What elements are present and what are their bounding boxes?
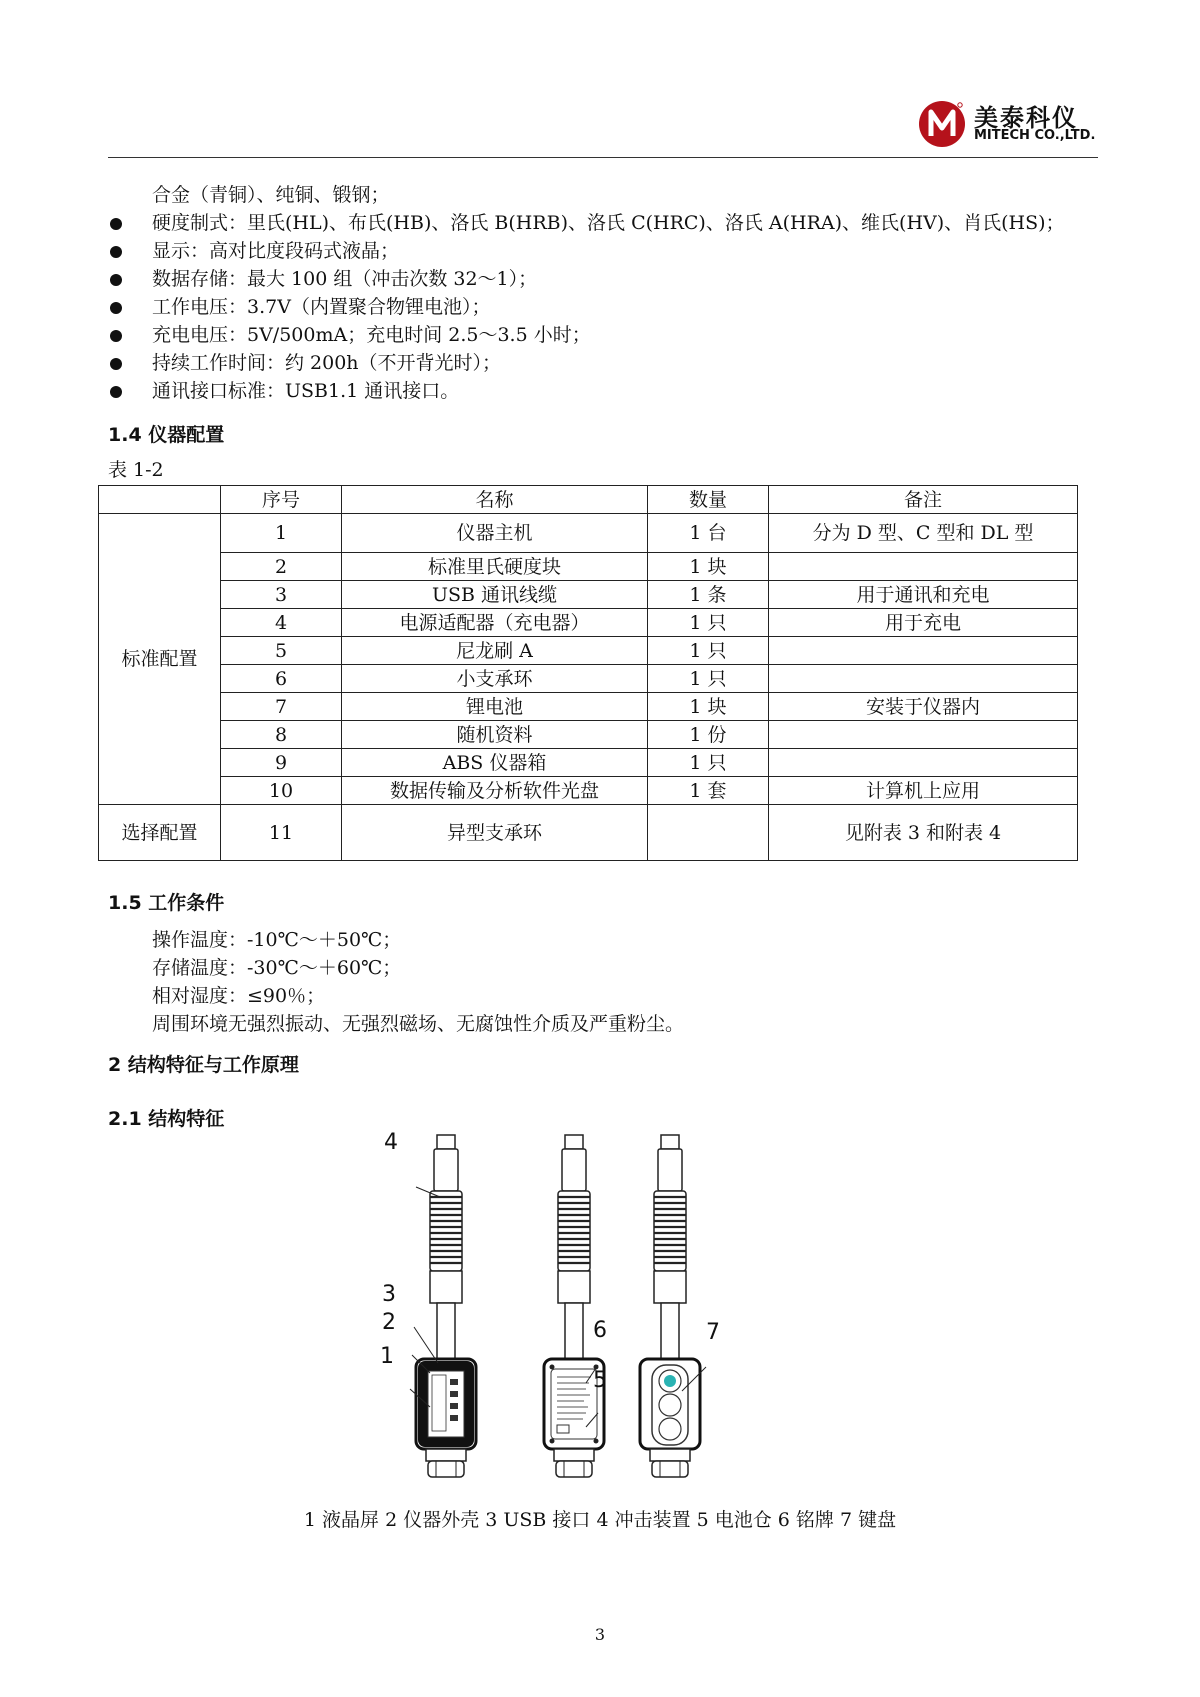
cell-no: 6 [221, 665, 342, 693]
spec-item: 硬度制式：里氏(HL)、布氏(HB)、洛氏 B(HRB)、洛氏 C(HRC)、洛氏 A(HRA)、维氏(HV)、肖氏(HS)； [152, 212, 1065, 234]
condition-line: 相对湿度：≤90％； [152, 985, 326, 1007]
logo-chinese-text: 美泰科仪 [974, 104, 1078, 132]
cell-no: 11 [221, 805, 342, 861]
cell-note: 安装于仪器内 [769, 693, 1078, 721]
cell-no: 5 [221, 637, 342, 665]
bullet-icon [110, 274, 122, 286]
callout-label: 5 [593, 1368, 607, 1393]
group-cell-standard: 标准配置 [99, 514, 221, 805]
logo-english-text: MITECH CO.,LTD. [974, 128, 1096, 143]
table-header-cell: 数量 [648, 486, 769, 514]
table-row [99, 693, 1078, 721]
cell-qty: 1 条 [648, 581, 769, 609]
page-number: 3 [594, 1625, 606, 1644]
table-row [99, 553, 1078, 581]
bullet-icon [110, 302, 122, 314]
spec-item: 数据存储：最大 100 组（冲击次数 32～1）； [152, 268, 538, 290]
section-heading-2: 2 结构特征与工作原理 [108, 1054, 299, 1076]
cell-no: 8 [221, 721, 342, 749]
table-caption: 表 1-2 [108, 459, 164, 481]
cell-name: 仪器主机 [342, 514, 648, 553]
cell-qty: 1 块 [648, 693, 769, 721]
condition-line: 存储温度：-30℃～＋60℃； [152, 957, 402, 979]
table-row [99, 637, 1078, 665]
cell-name: 小支承环 [342, 665, 648, 693]
cell-note: 见附表 3 和附表 4 [769, 805, 1078, 861]
section-heading-2-1: 2.1 结构特征 [108, 1108, 225, 1130]
table-row [99, 721, 1078, 749]
figure-caption: 1 液晶屏 2 仪器外壳 3 USB 接口 4 冲击装置 5 电池仓 6 铭牌 7 键盘 [303, 1509, 897, 1531]
cell-name: USB 通讯线缆 [342, 581, 648, 609]
table-row [99, 805, 1078, 861]
cell-note [769, 749, 1078, 777]
spec-continued-line: 合金（青铜）、纯铜、锻钢； [152, 184, 390, 206]
cell-qty: 1 只 [648, 609, 769, 637]
header-divider [108, 157, 1098, 158]
cell-no: 10 [221, 777, 342, 805]
cell-name: 随机资料 [342, 721, 648, 749]
spec-item: 工作电压：3.7V（内置聚合物锂电池）； [152, 296, 491, 318]
callout-label: 4 [384, 1130, 398, 1155]
spec-item: 通讯接口标准：USB1.1 通讯接口。 [152, 380, 460, 402]
table-header-row [99, 486, 1078, 514]
condition-line: 周围环境无强烈振动、无强烈磁场、无腐蚀性介质及严重粉尘。 [152, 1013, 685, 1035]
table-row [99, 777, 1078, 805]
cell-qty: 1 套 [648, 777, 769, 805]
bullet-icon [110, 218, 122, 230]
cell-note: 用于充电 [769, 609, 1078, 637]
cell-qty: 1 台 [648, 514, 769, 553]
table-row [99, 514, 1078, 553]
back-view-drawing [544, 1135, 604, 1477]
configuration-table [98, 485, 1078, 861]
table-header-cell: 备注 [769, 486, 1078, 514]
spec-item: 持续工作时间：约 200h（不开背光时）； [152, 352, 502, 374]
cell-name: 尼龙刷 A [342, 637, 648, 665]
cell-qty: 1 份 [648, 721, 769, 749]
spec-item: 显示：高对比度段码式液晶； [152, 240, 400, 262]
cell-note [769, 637, 1078, 665]
cell-name: 电源适配器（充电器） [342, 609, 648, 637]
keypad-view-drawing [640, 1135, 700, 1477]
cell-name: 标准里氏硬度块 [342, 553, 648, 581]
table-header-cell: 序号 [221, 486, 342, 514]
table-row [99, 665, 1078, 693]
callout-label: 6 [593, 1318, 607, 1343]
cell-note: 分为 D 型、C 型和 DL 型 [769, 514, 1078, 553]
callout-label: 1 [380, 1344, 394, 1369]
instrument-structure-figure [400, 1125, 800, 1505]
spec-item: 充电电压：5V/500mA；充电时间 2.5～3.5 小时； [152, 324, 591, 346]
table-row [99, 749, 1078, 777]
bullet-icon [110, 358, 122, 370]
cell-name: 数据传输及分析软件光盘 [342, 777, 648, 805]
cell-qty: 1 只 [648, 665, 769, 693]
cell-name: 异型支承环 [342, 805, 648, 861]
table-header-cell [99, 486, 221, 514]
cell-qty: 1 只 [648, 637, 769, 665]
cell-note [769, 665, 1078, 693]
section-heading-1-4: 1.4 仪器配置 [108, 424, 225, 446]
front-view-drawing [416, 1135, 476, 1477]
cell-note [769, 721, 1078, 749]
cell-note: 用于通讯和充电 [769, 581, 1078, 609]
callout-label: 2 [382, 1310, 396, 1335]
cell-qty [648, 805, 769, 861]
bullet-icon [110, 386, 122, 398]
cell-no: 3 [221, 581, 342, 609]
table-row [99, 581, 1078, 609]
section-heading-1-5: 1.5 工作条件 [108, 892, 225, 914]
cell-qty: 1 只 [648, 749, 769, 777]
callout-label: 3 [382, 1282, 396, 1307]
table-header-cell: 名称 [342, 486, 648, 514]
cell-no: 9 [221, 749, 342, 777]
cell-name: ABS 仪器箱 [342, 749, 648, 777]
mitech-logo-icon [918, 100, 966, 148]
cell-note [769, 553, 1078, 581]
cell-no: 7 [221, 693, 342, 721]
cell-no: 4 [221, 609, 342, 637]
bullet-icon [110, 330, 122, 342]
bullet-icon [110, 246, 122, 258]
company-logo [918, 96, 1098, 152]
cell-no: 1 [221, 514, 342, 553]
cell-name: 锂电池 [342, 693, 648, 721]
table-row [99, 609, 1078, 637]
cell-no: 2 [221, 553, 342, 581]
cell-qty: 1 块 [648, 553, 769, 581]
condition-line: 操作温度：-10℃～＋50℃； [152, 929, 402, 951]
group-cell-optional: 选择配置 [99, 805, 221, 861]
cell-note: 计算机上应用 [769, 777, 1078, 805]
callout-label: 7 [706, 1320, 720, 1345]
